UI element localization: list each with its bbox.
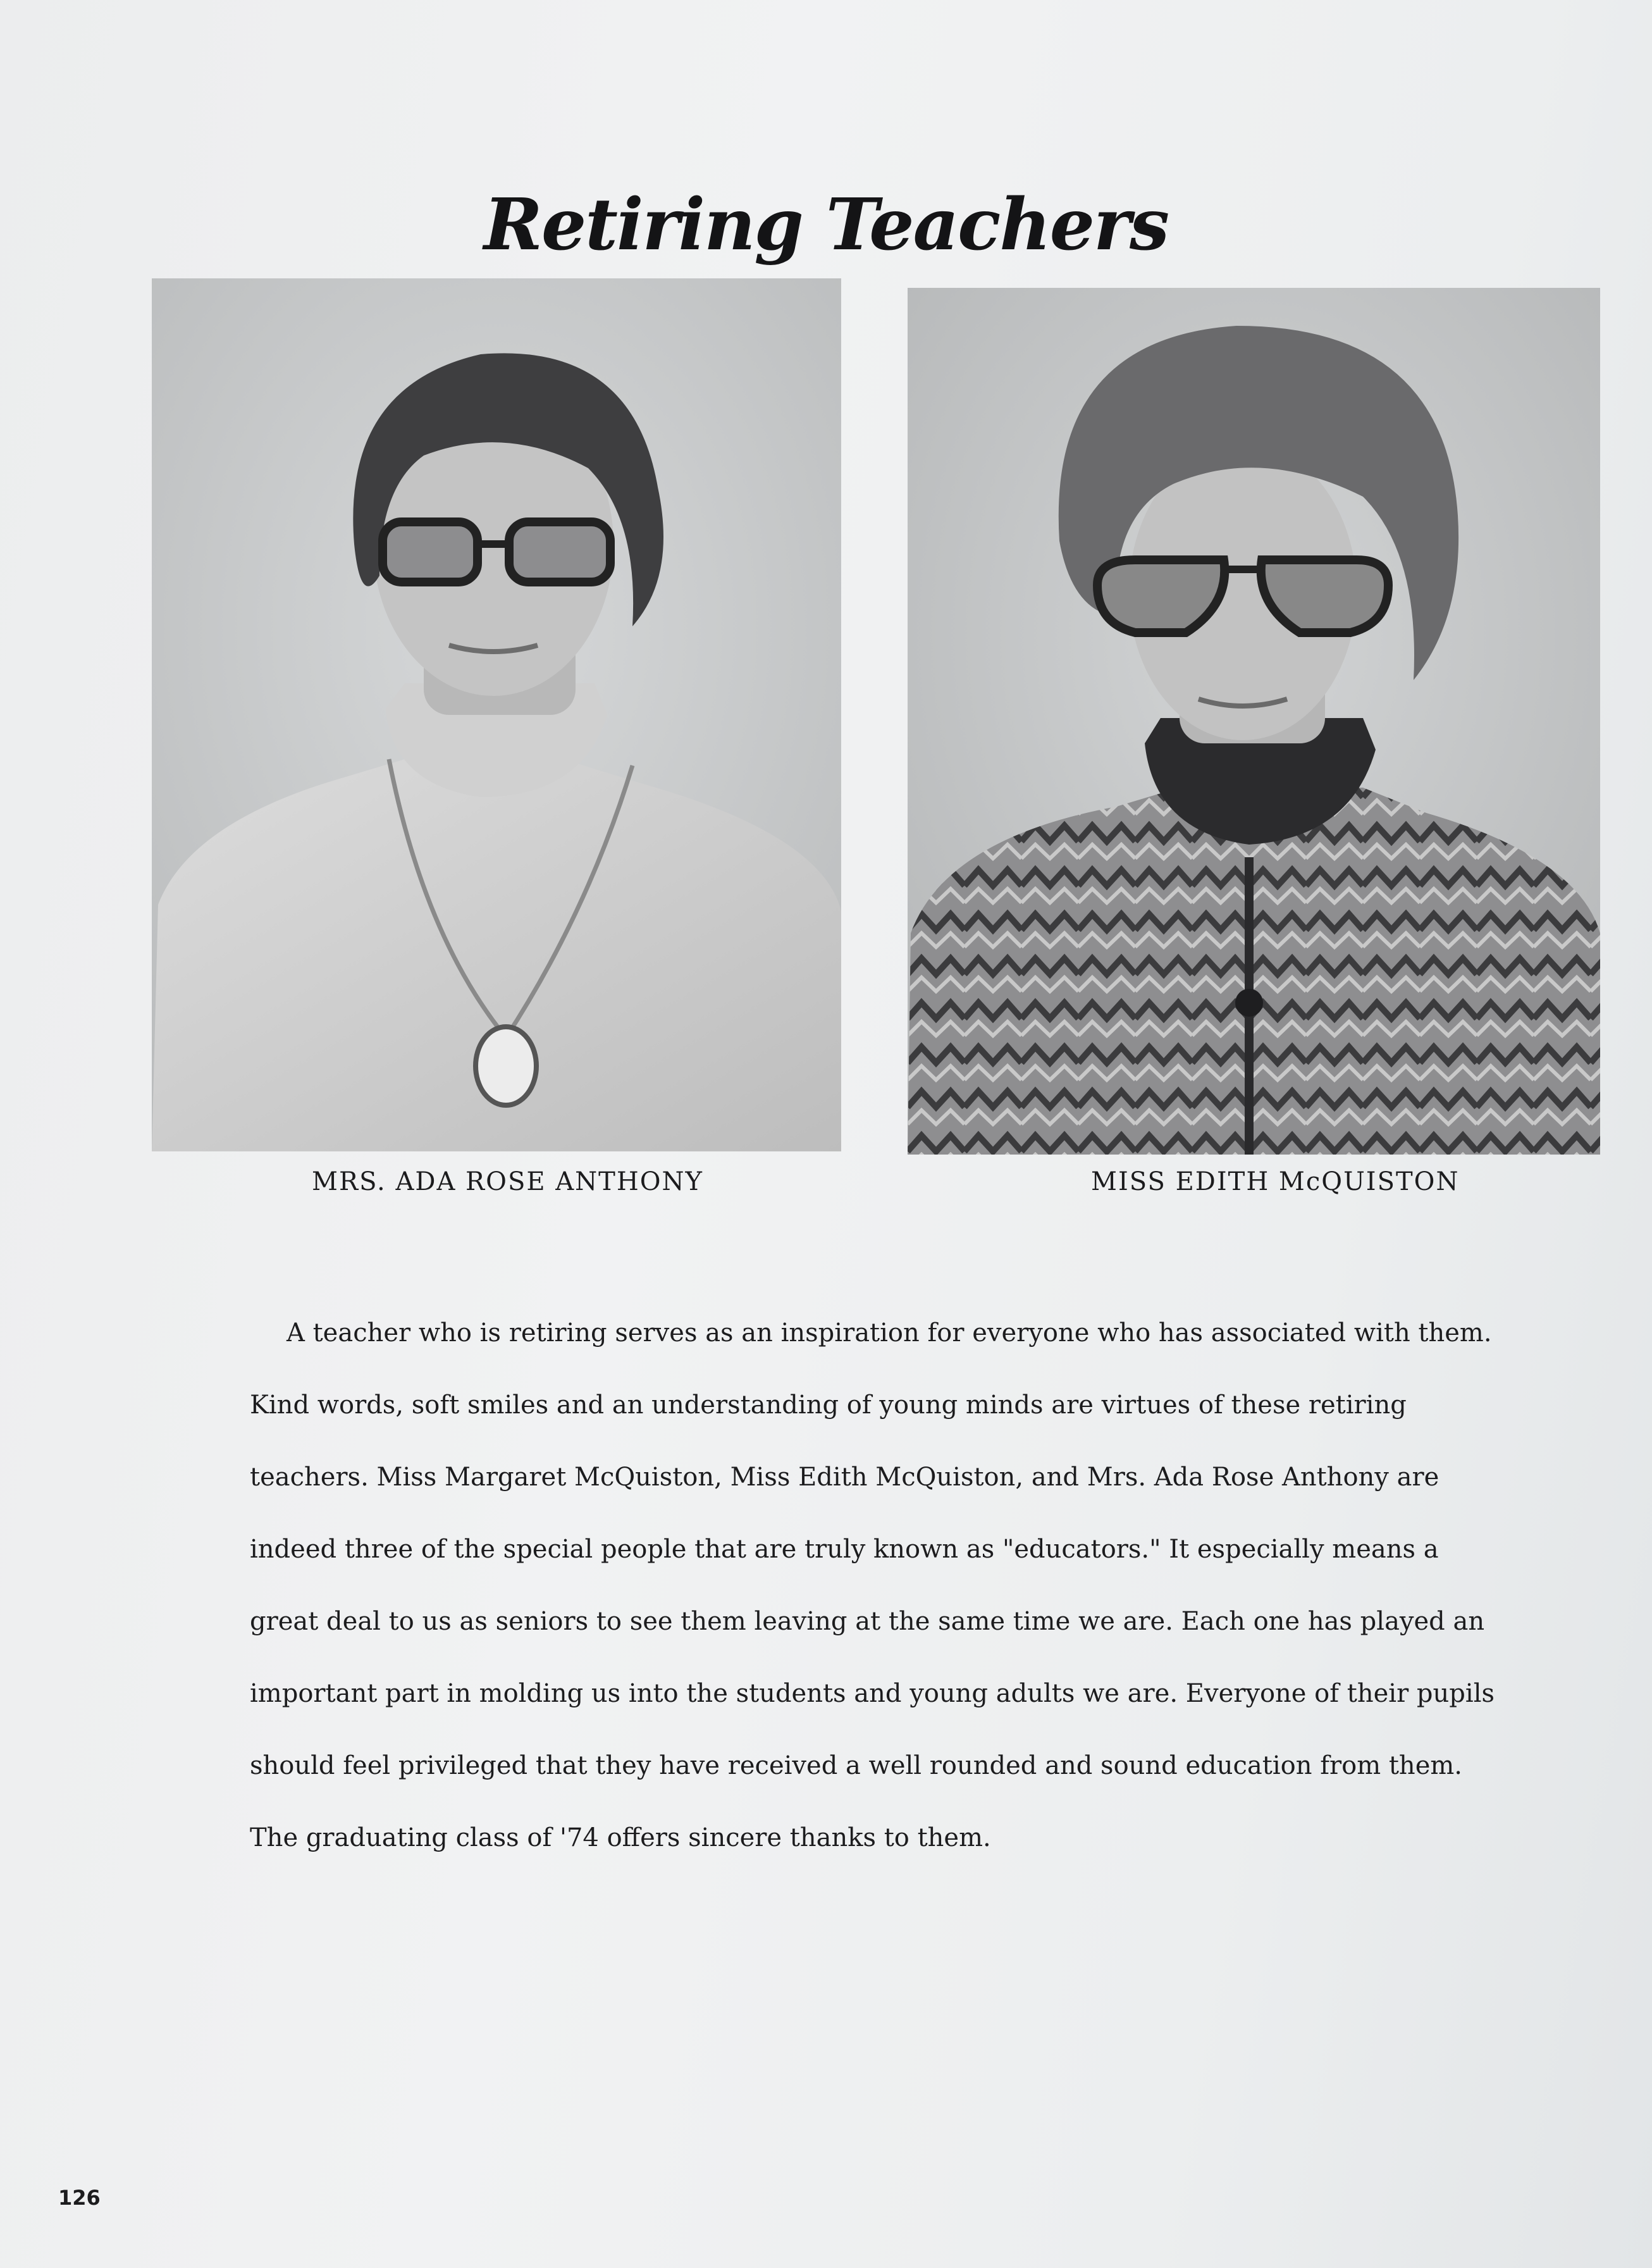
paragraph-line: A teacher who is retiring serves as an inspiration for everyone who has associated with them. <box>287 1318 1492 1348</box>
paragraph-line: important part in molding us into the students and young adults we are. Everyone of their pupils <box>250 1679 1495 1708</box>
portrait-image <box>152 278 841 1151</box>
portrait-photo-ada-rose-anthony <box>152 278 841 1151</box>
paragraph-line: teachers. Miss Margaret McQuiston, Miss Edith McQuiston, and Mrs. Ada Rose Anthony are <box>250 1463 1439 1492</box>
paragraph-line: great deal to us as seniors to see them leaving at the same time we are. Each one has played an <box>250 1607 1485 1636</box>
tribute-paragraph <box>250 1297 1546 1874</box>
paragraph-line: should feel privileged that they have received a well rounded and sound education from them. <box>250 1751 1463 1780</box>
teacher-caption-left: MRS. ADA ROSE ANTHONY <box>312 1167 703 1196</box>
page-title: Retiring Teachers <box>483 183 1169 266</box>
portrait-photo-edith-mcquiston <box>908 288 1600 1155</box>
paragraph-line: indeed three of the special people that are truly known as "educators." It especially means a <box>250 1535 1439 1564</box>
paragraph-line: The graduating class of '74 offers sincere thanks to them. <box>250 1823 991 1852</box>
page-number: 126 <box>58 2186 101 2210</box>
paragraph-line: Kind words, soft smiles and an understanding of young minds are virtues of these retiring <box>250 1391 1407 1420</box>
teacher-caption-right: MISS EDITH McQUISTON <box>1091 1167 1460 1196</box>
portrait-image <box>908 288 1600 1155</box>
